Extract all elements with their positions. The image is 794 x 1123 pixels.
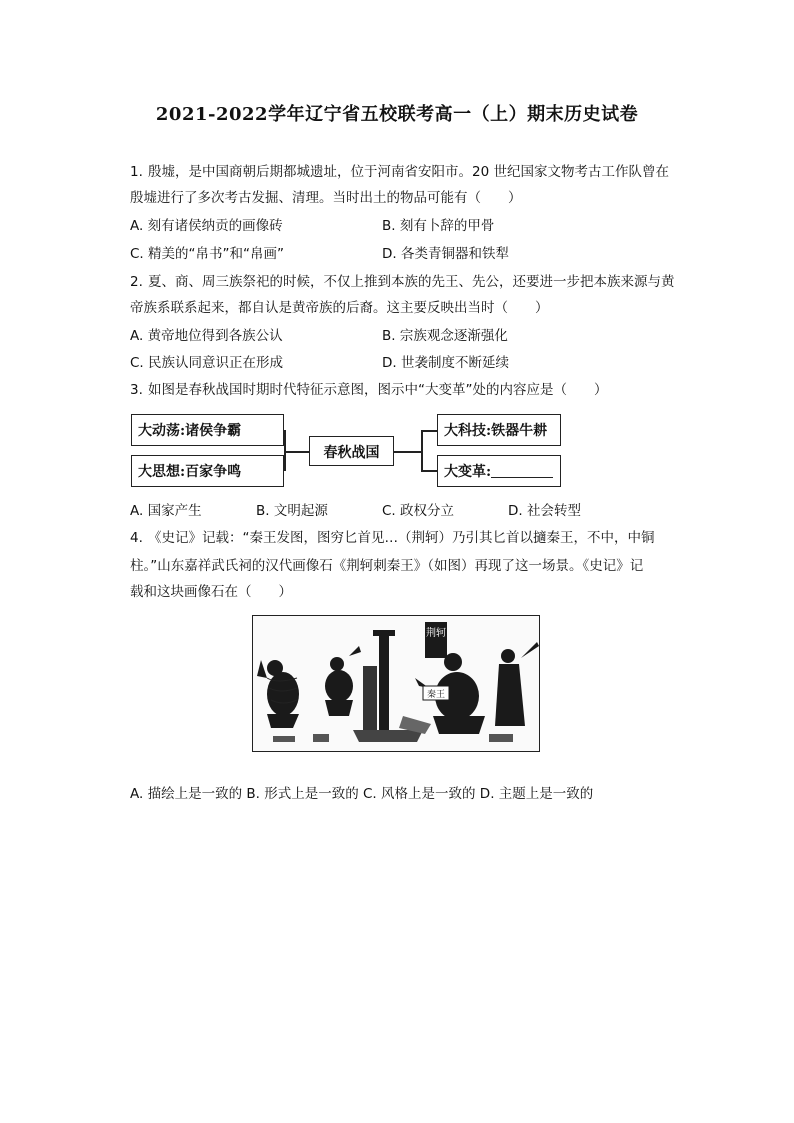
q3-option-a[interactable]: A. 国家产生 bbox=[130, 503, 202, 519]
relief-illustration bbox=[253, 616, 540, 752]
diagram-box-center: 春秋战国 bbox=[309, 436, 394, 466]
q1-number: 1. bbox=[130, 164, 143, 180]
answer-blank bbox=[491, 463, 553, 478]
diagram-box-right-top: 大科技:铁器牛耕 bbox=[437, 414, 561, 446]
q1-text-1: 殷墟，是中国商朝后期都城遗址，位于河南省安阳市。20 世纪国家文物考古工作队曾在 bbox=[148, 164, 669, 180]
q2-number: 2. bbox=[130, 274, 143, 290]
q1-option-a[interactable]: A. 刻有诸侯纳贡的画像砖 bbox=[130, 218, 283, 234]
page-title: 2021-2022学年辽宁省五校联考高一（上）期末历史试卷 bbox=[155, 104, 639, 125]
relief-label-qin-wang: 秦王 bbox=[426, 690, 446, 700]
connector-right-vertical bbox=[421, 430, 423, 471]
q3-option-c[interactable]: C. 政权分立 bbox=[382, 503, 455, 519]
q2-option-b[interactable]: B. 宗族观念逐渐强化 bbox=[382, 328, 508, 344]
relief-label-jing-ke: 荆轲 bbox=[426, 628, 446, 639]
q2-line-1 bbox=[130, 272, 675, 292]
q4-line-3: 载和这块画像石在（ ） bbox=[130, 584, 292, 600]
connector-left-horizontal bbox=[284, 451, 309, 453]
q2-line-2: 帝族系联系起来，都自认是黄帝族的后裔。这主要反映出当时（ ） bbox=[130, 300, 549, 316]
q4-line-2: 柱。”山东嘉祥武氏祠的汉代画像石《荆轲刺秦王》（如图）再现了这一场景。《史记》记 bbox=[130, 558, 644, 574]
q3-line-1 bbox=[130, 380, 608, 400]
q2-option-a[interactable]: A. 黄帝地位得到各族公认 bbox=[130, 328, 283, 344]
diagram-right-bottom-label: 大变革: bbox=[444, 464, 492, 480]
q1-line-1 bbox=[130, 162, 669, 182]
q3-text-1: 如图是春秋战国时期时代特征示意图，图示中“大变革”处的内容应是（ ） bbox=[148, 382, 608, 398]
stone-relief-image bbox=[252, 615, 540, 752]
q4-number: 4. bbox=[130, 530, 143, 546]
diagram-box-right-bottom bbox=[437, 455, 561, 487]
q4-line-1 bbox=[130, 528, 655, 548]
q3-option-b[interactable]: B. 文明起源 bbox=[256, 503, 328, 519]
q2-text-1: 夏、商、周三族祭祀的时候，不仅上推到本族的先王、先公，还要进一步把本族来源与黄 bbox=[148, 274, 675, 290]
q1-option-c[interactable]: C. 精美的“帛书”和“帛画” bbox=[130, 246, 284, 262]
q3-option-d[interactable]: D. 社会转型 bbox=[508, 503, 581, 519]
q2-option-d[interactable]: D. 世袭制度不断延续 bbox=[382, 355, 509, 371]
diagram-box-left-bottom: 大思想:百家争鸣 bbox=[131, 455, 284, 487]
connector-right-bottom bbox=[421, 470, 437, 472]
q1-option-b[interactable]: B. 刻有卜辞的甲骨 bbox=[382, 218, 495, 234]
connector-right-top bbox=[421, 430, 437, 432]
connector-right-horizontal bbox=[394, 451, 421, 453]
q1-line-2: 殷墟进行了多次考古发掘、清理。当时出土的物品可能有（ ） bbox=[130, 190, 522, 206]
q4-text-1: 《史记》记载：“秦王发图，图穷匕首见…（荆轲）乃引其匕首以擿秦王，不中，中铜 bbox=[148, 530, 655, 546]
q4-options[interactable]: A. 描绘上是一致的 B. 形式上是一致的 C. 风格上是一致的 D. 主题上是一致的 bbox=[130, 786, 594, 802]
diagram-box-left-top: 大动荡:诸侯争霸 bbox=[131, 414, 284, 446]
q1-option-d[interactable]: D. 各类青铜器和铁犁 bbox=[382, 246, 509, 262]
q2-option-c[interactable]: C. 民族认同意识正在形成 bbox=[130, 355, 284, 371]
q3-number: 3. bbox=[130, 382, 143, 398]
